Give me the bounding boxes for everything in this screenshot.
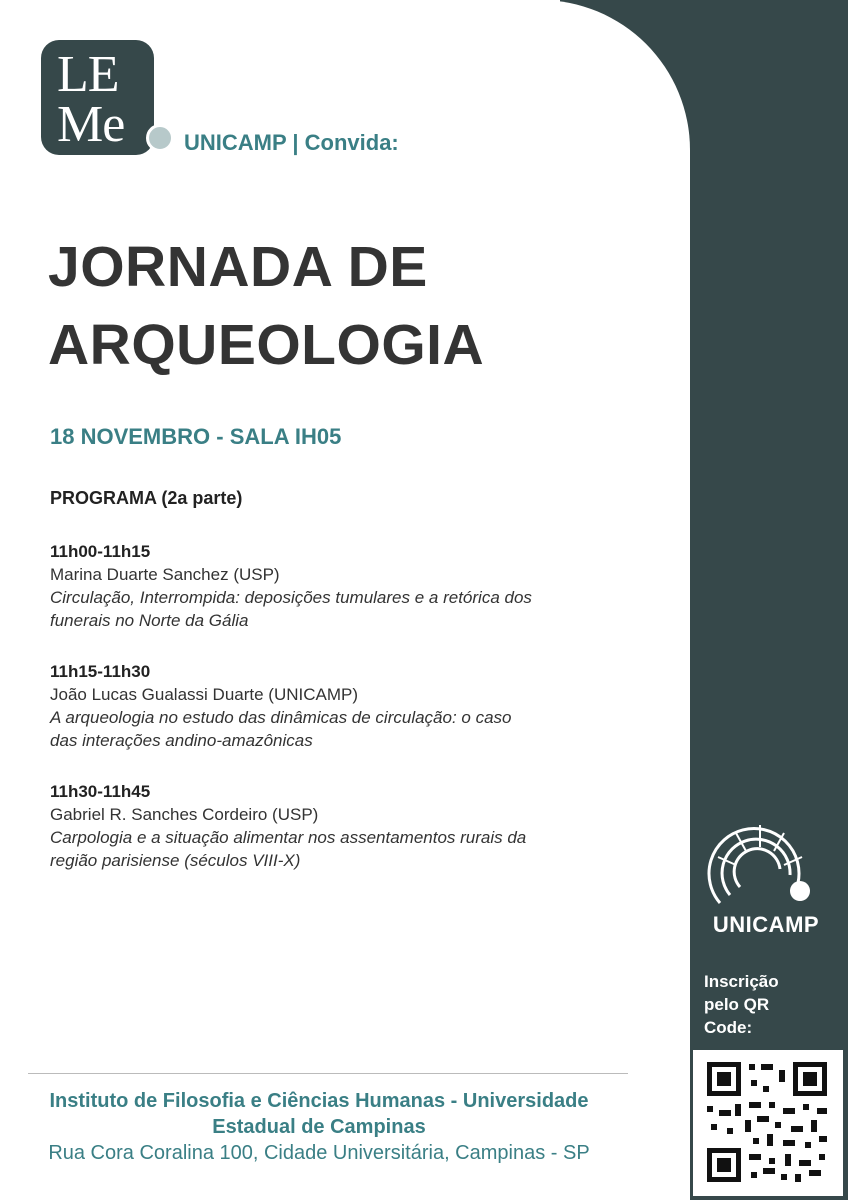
qr-code[interactable]: [693, 1050, 843, 1196]
date-location: 18 NOVEMBRO - SALA IH05: [50, 424, 342, 449]
slot-time: 11h15-11h30: [50, 662, 151, 681]
slot-speaker: Marina Duarte Sanchez (USP): [50, 565, 280, 584]
unicamp-logo-icon: [700, 813, 820, 923]
program-slot: [50, 780, 650, 872]
institution-line-2: Estadual de Campinas: [212, 1116, 426, 1138]
slot-talk-line-2: região parisiense (séculos VIII-X): [50, 851, 301, 870]
slot-speaker: Gabriel R. Sanches Cordeiro (USP): [50, 805, 319, 824]
qr-caption-line-3: Code:: [704, 1018, 753, 1037]
institution: [0, 1088, 664, 1140]
institution-line-1: Instituto de Filosofia e Ciências Humanas - Universidade: [49, 1090, 589, 1112]
slot-speaker: João Lucas Gualassi Duarte (UNICAMP): [50, 685, 359, 704]
slot-time: 11h30-11h45: [50, 782, 151, 801]
unicamp-wordmark: UNICAMP: [712, 912, 820, 937]
leme-logo: [41, 40, 154, 155]
slot-talk-line-1: A arqueologia no estudo das dinâmicas de circulação: o caso: [50, 708, 512, 727]
qr-caption-line-1: Inscrição: [704, 972, 779, 991]
logo-line-2: Me: [57, 96, 125, 153]
logo-line-1: LE: [57, 46, 119, 103]
logo-dot-icon: [146, 124, 174, 152]
qr-caption: [704, 970, 779, 1039]
slot-time: 11h00-11h15: [50, 542, 151, 561]
program-slot: [50, 660, 650, 752]
program-heading: PROGRAMA (2a parte): [50, 488, 243, 508]
program-slot: [50, 540, 650, 632]
slot-talk-line-1: Circulação, Interrompida: deposições tumulares e a retórica dos: [50, 588, 532, 607]
qr-caption-line-2: pelo QR: [704, 995, 770, 1014]
qr-code-icon: [693, 1050, 843, 1196]
slot-talk-line-1: Carpologia e a situação alimentar nos assentamentos rurais da: [50, 828, 527, 847]
title-line-2: ARQUEOLOGIA: [48, 313, 485, 377]
divider: [28, 1073, 628, 1074]
title-line-1: JORNADA DE: [48, 235, 428, 299]
header-invite: UNICAMP | Convida:: [184, 130, 399, 155]
slot-talk-line-2: funerais no Norte da Gália: [50, 611, 249, 630]
page-title: [48, 228, 484, 384]
slot-talk-line-2: das interações andino-amazônicas: [50, 731, 313, 750]
address: Rua Cora Coralina 100, Cidade Universitária, Campinas - SP: [48, 1142, 590, 1164]
